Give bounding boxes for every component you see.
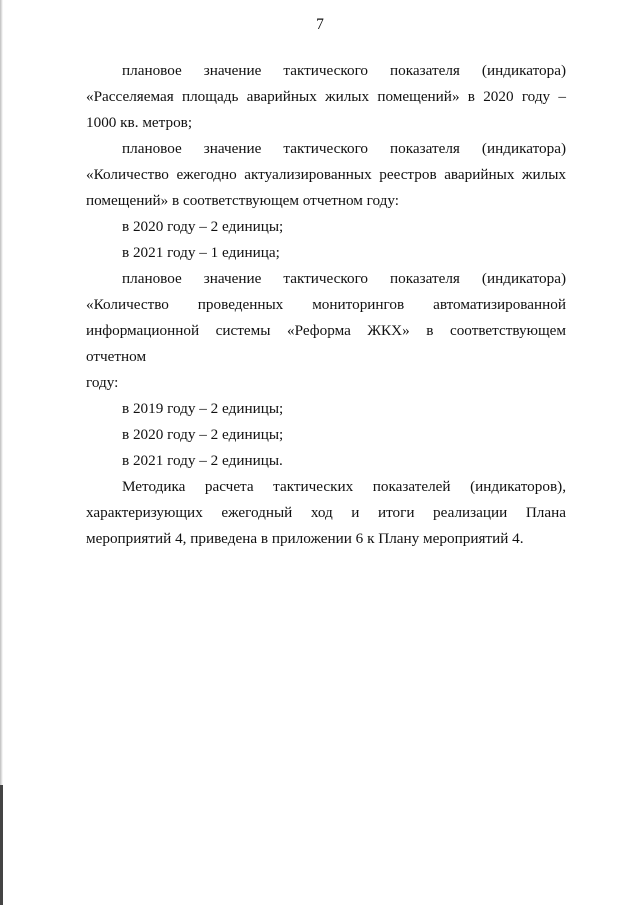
text-line: мероприятий 4, приведена в приложении 6 к Плану мероприятий 4. [86,530,524,547]
list-item-2021-registry [86,240,566,266]
text-line: в 2021 году – 1 единица; [122,244,280,261]
paragraph-methodology [86,474,566,552]
document-body [86,58,566,552]
text-line: плановое значение тактического показателя (индикатора) [122,62,566,79]
text-line: «Расселяемая площадь аварийных жилых помещений» в 2020 году – [86,88,566,105]
paragraph-monitoring-count [86,266,566,396]
list-item-2020-monitoring [86,422,566,448]
paragraph-registry-count [86,136,566,214]
text-line: «Количество ежегодно актуализированных реестров аварийных жилых [86,166,566,183]
text-line: помещений» в соответствующем отчетном году: [86,192,400,209]
scan-edge [0,0,3,905]
text-line: 1000 кв. метров; [86,114,193,131]
scan-edge-dark [0,785,3,905]
list-item-2021-monitoring [86,448,566,474]
page-number: 7 [316,16,324,33]
list-item-2019-monitoring [86,396,566,422]
text-line: в 2020 году – 2 единицы; [122,426,284,443]
text-line: в 2021 году – 2 единицы. [122,452,283,469]
text-line: Методика расчета тактических показателей (индикаторов), [122,478,566,495]
text-line: году: [86,374,119,391]
text-line: информационной системы «Реформа ЖКХ» в соответствующем отчетном [86,322,566,365]
paragraph-resettled-area [86,58,566,136]
text-line: «Количество проведенных мониторингов автоматизированной [86,296,566,313]
text-line: плановое значение тактического показателя (индикатора) [122,270,566,287]
text-line: плановое значение тактического показателя (индикатора) [122,140,566,157]
list-item-2020-registry [86,214,566,240]
text-line: в 2019 году – 2 единицы; [122,400,284,417]
text-line: в 2020 году – 2 единицы; [122,218,284,235]
text-line: характеризующих ежегодный ход и итоги реализации Плана [86,504,566,521]
